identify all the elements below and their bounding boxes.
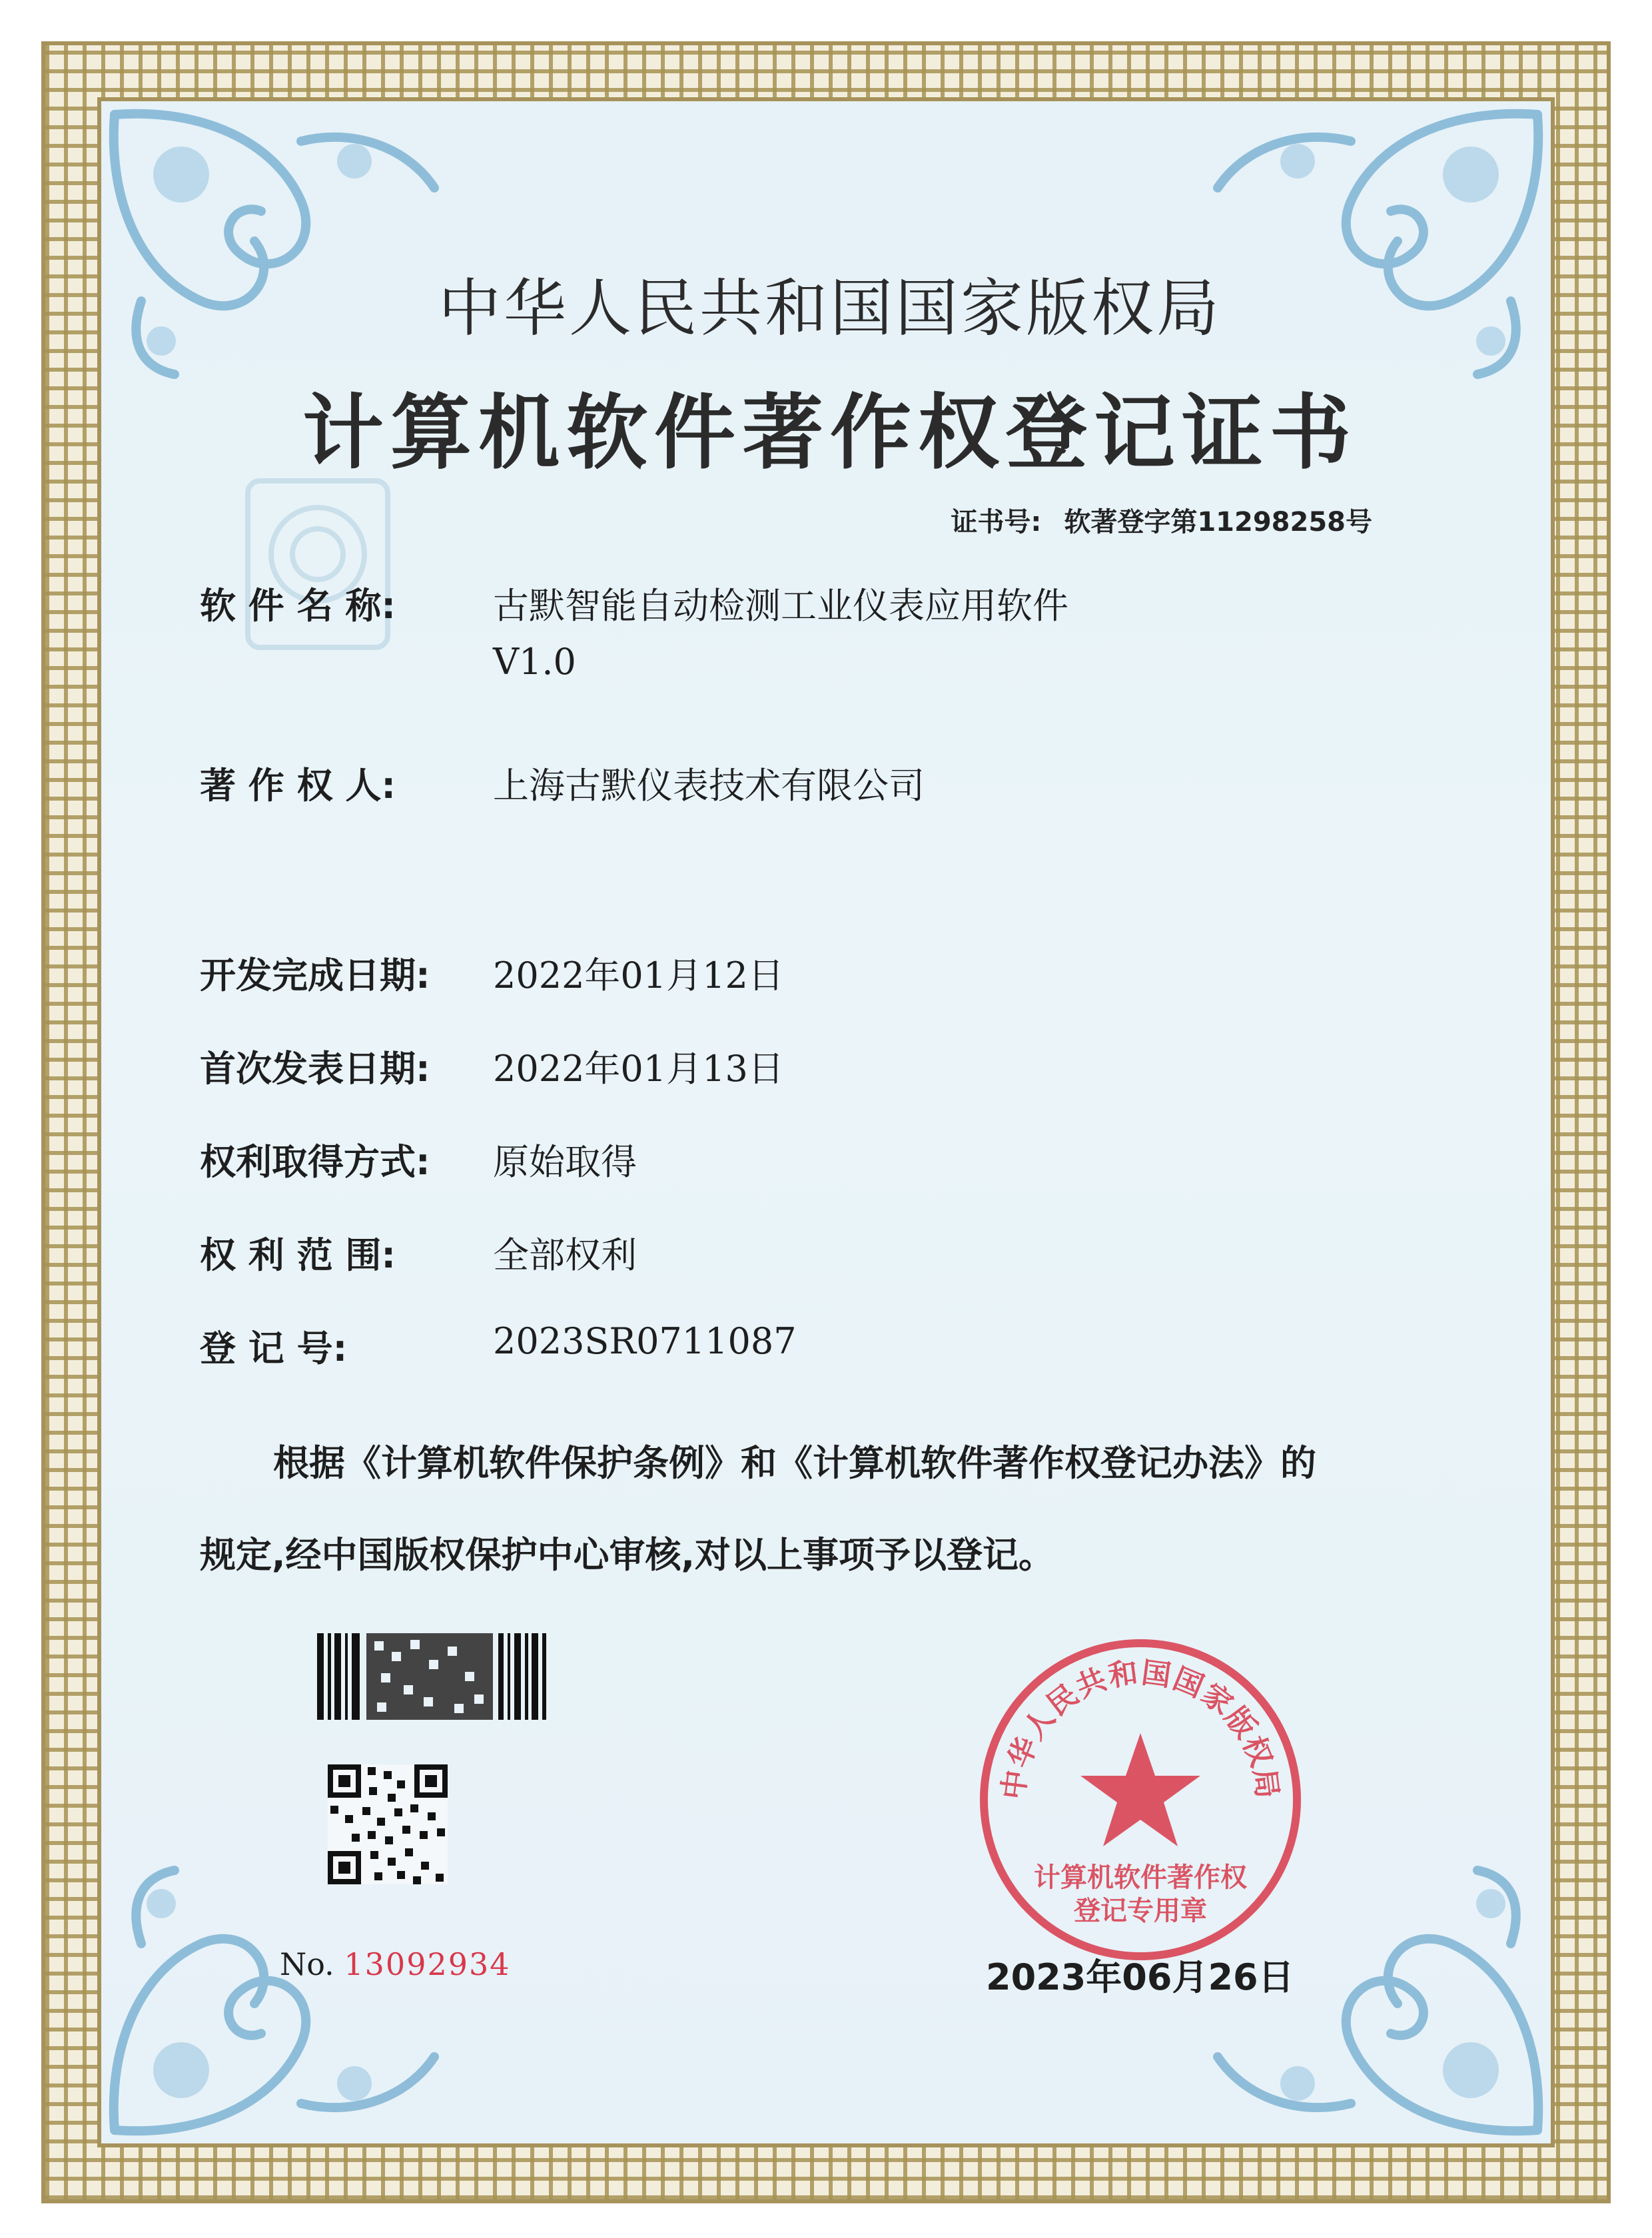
certificate-body (97, 97, 1555, 2147)
field-first-publication-date (200, 1040, 784, 1092)
certificate-number-label: 证书号: (951, 507, 1042, 538)
field-copyright-owner (200, 757, 925, 809)
issue-date: 2023年06月26日 (986, 1956, 1294, 1998)
statement-line-1: 根据《计算机软件保护条例》和《计算机软件著作权登记办法》的 (273, 1442, 1316, 1484)
certificate-number (951, 501, 1372, 539)
field-rights-scope (200, 1227, 637, 1278)
software-version: V1.0 (493, 641, 576, 683)
seal-inner-line2: 登记专用章 (1074, 1896, 1207, 1926)
seal-inner-line1: 计算机软件著作权 (1034, 1862, 1247, 1893)
issuer-heading: 中华人民共和国国家版权局 (438, 272, 1222, 345)
field-value: 2022年01月12日 (493, 954, 784, 996)
qr-code-icon (328, 1764, 448, 1884)
field-software-name (200, 577, 1068, 683)
serial-prefix: No. (280, 1946, 334, 1982)
serial-value: 13092934 (344, 1946, 511, 1982)
field-value: 2023SR0711087 (493, 1320, 797, 1362)
field-label: 首次发表日期: (200, 1048, 430, 1090)
field-registration-number (200, 1320, 797, 1371)
certificate-title: 计算机软件著作权登记证书 (302, 386, 1358, 480)
field-label: 登 记 号: (200, 1327, 348, 1369)
field-value: 全部权利 (493, 1234, 637, 1276)
field-value: 原始取得 (493, 1141, 637, 1183)
serial-number (280, 1946, 511, 1982)
field-acquisition-method (200, 1134, 637, 1185)
barcode-icon (317, 1633, 550, 1720)
field-label: 软 件 名 称: (200, 585, 396, 627)
field-value (493, 577, 1068, 683)
field-value: 2022年01月13日 (493, 1048, 784, 1090)
field-value: 上海古默仪表技术有限公司 (493, 765, 925, 807)
official-seal-stamp (974, 1633, 1307, 1966)
field-development-date (200, 947, 784, 998)
field-label: 开发完成日期: (200, 954, 430, 996)
field-label: 权 利 范 围: (200, 1234, 396, 1276)
field-label: 权利取得方式: (200, 1141, 430, 1183)
software-name-line1: 古默智能自动检测工业仪表应用软件 (493, 585, 1068, 627)
certificate-number-value: 软著登字第11298258号 (1064, 507, 1372, 538)
statement-line-2: 规定,经中国版权保护中心审核,对以上事项予以登记。 (200, 1534, 1055, 1576)
corner-ornament-bottom-left (101, 1864, 448, 2143)
seal-outer-text: 中华人民共和国国家版权局 (996, 1655, 1285, 1802)
field-label: 著 作 权 人: (200, 765, 396, 807)
